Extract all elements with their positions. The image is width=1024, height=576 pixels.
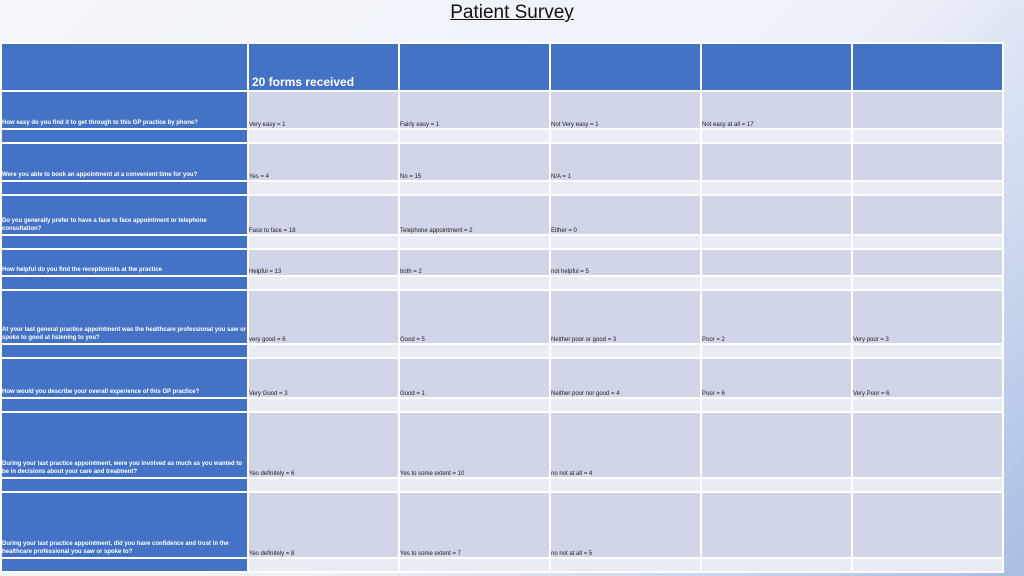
question-text: Do you generally prefer to have a face to face appointment or telephone consultation? bbox=[2, 196, 247, 234]
answer-cell bbox=[853, 92, 1002, 128]
answer-cell: no not at all = 5 bbox=[551, 493, 700, 557]
header-cell bbox=[551, 44, 700, 90]
answer-cell: Telephone appointment = 2 bbox=[400, 196, 549, 234]
answer-cell: Poor = 6 bbox=[702, 359, 851, 397]
spacer-cell bbox=[400, 236, 549, 248]
spacer-cell bbox=[551, 130, 700, 142]
spacer-cell bbox=[249, 182, 398, 194]
answer-cell bbox=[853, 196, 1002, 234]
answer-cell: Good = 1 bbox=[400, 359, 549, 397]
question-text: How would you describe your overall experience of this GP practice? bbox=[2, 359, 247, 397]
page-title: Patient Survey bbox=[450, 2, 574, 23]
spacer-row bbox=[2, 479, 1002, 491]
spacer-cell bbox=[2, 479, 247, 491]
spacer-cell bbox=[853, 345, 1002, 357]
answer-cell: Neither poor or good = 3 bbox=[551, 291, 700, 343]
spacer-row bbox=[2, 345, 1002, 357]
answer-cell: Very Good = 3 bbox=[249, 359, 398, 397]
spacer-cell bbox=[400, 130, 549, 142]
spacer-cell bbox=[400, 479, 549, 491]
header-row bbox=[2, 44, 1002, 90]
question-row bbox=[2, 291, 1002, 343]
answer-cell: very good = 6 bbox=[249, 291, 398, 343]
answer-cell: No = 15 bbox=[400, 144, 549, 180]
question-row bbox=[2, 196, 1002, 234]
spacer-cell bbox=[249, 236, 398, 248]
answer-cell: Not Very easy = 1 bbox=[551, 92, 700, 128]
spacer-cell bbox=[551, 399, 700, 411]
answer-cell: Fairly easy = 1 bbox=[400, 92, 549, 128]
answer-cell: Very Poor = 6 bbox=[853, 359, 1002, 397]
answer-cell: Yes = 4 bbox=[249, 144, 398, 180]
spacer-cell bbox=[400, 277, 549, 289]
spacer-cell bbox=[400, 399, 549, 411]
spacer-cell bbox=[702, 559, 851, 571]
answer-cell bbox=[853, 250, 1002, 275]
question-row bbox=[2, 413, 1002, 477]
spacer-cell bbox=[400, 345, 549, 357]
question-row bbox=[2, 493, 1002, 557]
spacer-cell bbox=[551, 277, 700, 289]
header-cell bbox=[702, 44, 851, 90]
answer-cell: Face to face = 18 bbox=[249, 196, 398, 234]
spacer-cell bbox=[249, 345, 398, 357]
answer-cell: N/A = 1 bbox=[551, 144, 700, 180]
spacer-cell bbox=[853, 399, 1002, 411]
answer-cell bbox=[702, 413, 851, 477]
spacer-cell bbox=[853, 277, 1002, 289]
spacer-cell bbox=[853, 182, 1002, 194]
answer-cell bbox=[702, 144, 851, 180]
question-row bbox=[2, 144, 1002, 180]
answer-cell bbox=[853, 144, 1002, 180]
spacer-cell bbox=[400, 559, 549, 571]
spacer-cell bbox=[702, 130, 851, 142]
spacer-cell bbox=[702, 277, 851, 289]
spacer-cell bbox=[551, 345, 700, 357]
spacer-cell bbox=[702, 182, 851, 194]
header-cell bbox=[853, 44, 1002, 90]
spacer-cell bbox=[702, 236, 851, 248]
question-text: At your last general practice appointment was the healthcare professional you saw or spoke to good at listening to you? bbox=[2, 291, 247, 343]
answer-cell bbox=[702, 196, 851, 234]
spacer-row bbox=[2, 277, 1002, 289]
forms-received-label: 20 forms received bbox=[249, 44, 398, 90]
spacer-cell bbox=[400, 182, 549, 194]
question-row bbox=[2, 92, 1002, 128]
answer-cell: Not easy at all = 17 bbox=[702, 92, 851, 128]
spacer-cell bbox=[702, 399, 851, 411]
spacer-row bbox=[2, 559, 1002, 571]
question-row bbox=[2, 250, 1002, 275]
answer-cell: Yes to some extent = 7 bbox=[400, 493, 549, 557]
answer-cell: Poor = 2 bbox=[702, 291, 851, 343]
header-cell-empty bbox=[2, 44, 247, 90]
spacer-cell bbox=[2, 345, 247, 357]
spacer-cell bbox=[249, 399, 398, 411]
answer-cell: Yes definitely = 8 bbox=[249, 493, 398, 557]
answer-cell: Good = 5 bbox=[400, 291, 549, 343]
answer-cell bbox=[702, 250, 851, 275]
answer-cell: Either = 0 bbox=[551, 196, 700, 234]
spacer-cell bbox=[2, 236, 247, 248]
spacer-row bbox=[2, 236, 1002, 248]
spacer-row bbox=[2, 130, 1002, 142]
spacer-cell bbox=[249, 130, 398, 142]
question-text: During your last practice appointment, did you have confidence and trust in the healthcare professional you saw or spoke to? bbox=[2, 493, 247, 557]
spacer-cell bbox=[2, 399, 247, 411]
question-text: How helpful do you find the receptionists at the practice bbox=[2, 250, 247, 275]
survey-table-body bbox=[2, 44, 1002, 571]
spacer-cell bbox=[551, 236, 700, 248]
answer-cell bbox=[702, 493, 851, 557]
spacer-cell bbox=[2, 277, 247, 289]
answer-cell: both = 2 bbox=[400, 250, 549, 275]
answer-cell: Very easy = 1 bbox=[249, 92, 398, 128]
spacer-cell bbox=[702, 479, 851, 491]
spacer-cell bbox=[853, 130, 1002, 142]
spacer-cell bbox=[853, 479, 1002, 491]
answer-cell: Helpful = 13 bbox=[249, 250, 398, 275]
spacer-row bbox=[2, 399, 1002, 411]
spacer-cell bbox=[2, 130, 247, 142]
spacer-cell bbox=[551, 479, 700, 491]
answer-cell: Yes definitely = 6 bbox=[249, 413, 398, 477]
spacer-cell bbox=[551, 559, 700, 571]
answer-cell bbox=[853, 493, 1002, 557]
answer-cell: Very poor = 3 bbox=[853, 291, 1002, 343]
question-text: How easy do you find it to get through to this GP practice by phone? bbox=[2, 92, 247, 128]
answer-cell: no not at all = 4 bbox=[551, 413, 700, 477]
survey-table bbox=[0, 42, 1004, 573]
answer-cell: Yes to some extent = 10 bbox=[400, 413, 549, 477]
spacer-cell bbox=[853, 236, 1002, 248]
spacer-cell bbox=[249, 559, 398, 571]
spacer-cell bbox=[551, 182, 700, 194]
spacer-cell bbox=[2, 182, 247, 194]
spacer-cell bbox=[249, 277, 398, 289]
header-cell bbox=[400, 44, 549, 90]
spacer-cell bbox=[702, 345, 851, 357]
question-text: Were you able to book an appointment at a convenient time for you? bbox=[2, 144, 247, 180]
answer-cell: Neither poor nor good = 4 bbox=[551, 359, 700, 397]
spacer-cell bbox=[249, 479, 398, 491]
answer-cell bbox=[853, 413, 1002, 477]
spacer-cell bbox=[853, 559, 1002, 571]
question-text: During your last practice appointment, were you involved as much as you wanted to be in decisions about your care and treatment? bbox=[2, 413, 247, 477]
question-row bbox=[2, 359, 1002, 397]
spacer-cell bbox=[2, 559, 247, 571]
answer-cell: not helpful = 5 bbox=[551, 250, 700, 275]
spacer-row bbox=[2, 182, 1002, 194]
